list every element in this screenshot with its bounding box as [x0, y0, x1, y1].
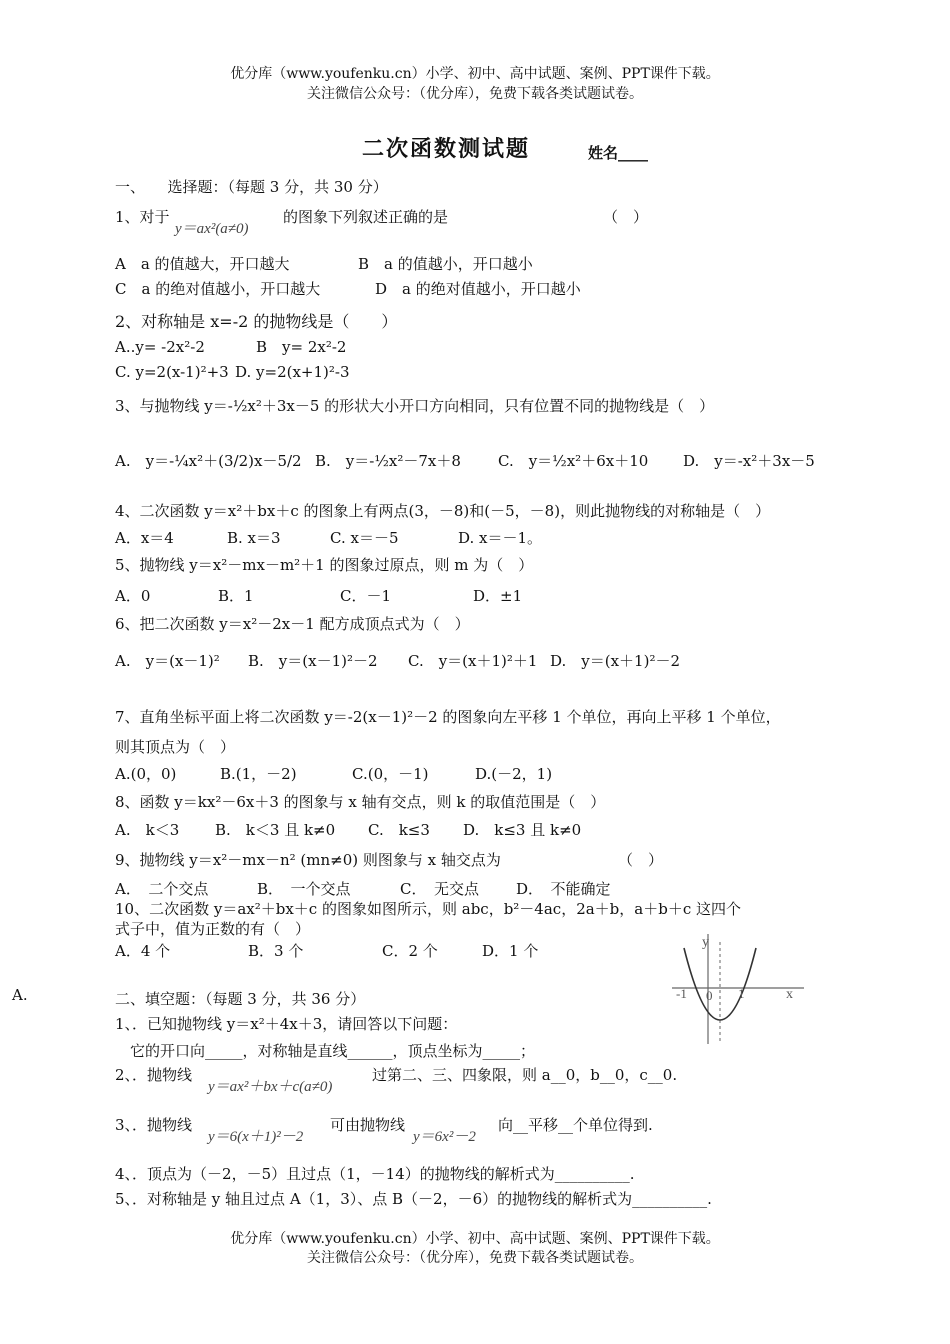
- q3-option-b: B. y＝-½x²－7x＋8: [315, 452, 461, 470]
- q3-stem: 3、与抛物线 y＝-½x²＋3x－5 的形状大小开口方向相同，只有位置不同的抛物线是（ ）: [115, 397, 715, 415]
- q6-option-b: B. y＝(x－1)²－2: [248, 652, 378, 670]
- q8-option-b: B. k＜3 且 k≠0: [215, 821, 336, 839]
- footer-line-2: 关注微信公众号：（优分库），免费下载各类试题试卷。: [307, 1250, 643, 1266]
- fill-q4: 4、．顶点为（－2，－5）且过点（1，－14）的抛物线的解析式为__________.: [115, 1165, 635, 1183]
- q6-option-c: C. y＝(x＋1)²＋1: [408, 652, 538, 670]
- q7-stem: 7、直角坐标平面上将二次函数 y＝-2(x－1)²－2 的图象向左平移 1 个单位，再向上平移 1 个单位，: [115, 708, 781, 726]
- x-axis-label: x: [786, 987, 793, 1002]
- q9-stem: 9、抛物线 y＝x²－mx－n² (mn≠0) 则图象与 x 轴交点为: [115, 851, 501, 869]
- q10-option-c: C．2 个: [382, 942, 438, 960]
- header-line-2: 关注微信公众号：（优分库），免费下载各类试题试卷。: [307, 86, 643, 102]
- q2-stem: 2、对称轴是 x=-2 的抛物线是（ ）: [115, 312, 398, 331]
- q7-option-a: A.(0，0): [115, 765, 177, 783]
- q10-option-a: A．4 个: [115, 942, 171, 960]
- q8-option-d: D. k≤3 且 k≠0: [463, 821, 582, 839]
- q2-option-d: D. y=2(x+1)²-3: [235, 363, 350, 381]
- fill-q3-formula: y＝6(x＋1)²－2: [208, 1129, 304, 1145]
- q7-stem-continued: 则其顶点为（ ）: [115, 738, 236, 756]
- q1-option-a: A a 的值越大，开口越大: [115, 255, 290, 273]
- q8-option-c: C. k≤3: [368, 821, 430, 839]
- q10-stem: 10、二次函数 y＝ax²＋bx＋c 的图象如图所示，则 abc，b²－4ac，2a＋b，a＋b＋c 这四个: [115, 900, 741, 918]
- q7-option-d: D.(－2，1): [475, 765, 553, 783]
- q5-option-b: B．1: [218, 587, 254, 605]
- q6-option-a: A. y＝(x－1)²: [115, 652, 220, 670]
- q10-option-b: B．3 个: [248, 942, 304, 960]
- q8-stem: 8、函数 y＝kx²－6x＋3 的图象与 x 轴有交点，则 k 的取值范围是（ ）: [115, 793, 606, 811]
- q1-option-d: D a 的绝对值越小，开口越小: [375, 280, 581, 298]
- q7-option-c: C.(0，－1): [352, 765, 429, 783]
- q5-stem: 5、抛物线 y＝x²－mx－m²＋1 的图象过原点，则 m 为（ ）: [115, 556, 534, 574]
- q10-option-d: D．1 个: [482, 942, 539, 960]
- q10-parabola-figure: [670, 928, 810, 1046]
- fill-q3-formula-2: y＝6x²－2: [413, 1129, 476, 1145]
- q3-option-c: C. y＝½x²＋6x＋10: [498, 452, 649, 470]
- q10-stem-continued: 式子中，值为正数的有（ ）: [115, 920, 311, 938]
- q9-option-c: C． 无交点: [400, 880, 479, 898]
- fill-q2-label: 2、．抛物线: [115, 1066, 193, 1084]
- page-title: 二次函数测试题: [362, 136, 531, 162]
- q9-option-b: B． 一个交点: [257, 880, 351, 898]
- q6-option-d: D. y＝(x＋1)²－2: [550, 652, 680, 670]
- tick-label-1: 1: [738, 986, 745, 1001]
- q9-option-a: A． 二个交点: [115, 880, 209, 898]
- tick-label-neg1: -1: [676, 986, 687, 1001]
- fill-q2-text: 过第二、三、四象限，则 a__0，b__0，c__0.: [372, 1066, 678, 1084]
- fill-q1: 1、．已知抛物线 y＝x²＋4x＋3，请回答以下问题：: [115, 1015, 458, 1033]
- q3-option-d: D. y＝-x²＋3x－5: [683, 452, 815, 470]
- q2-option-a: A..y= -2x²-2: [115, 338, 205, 356]
- q5-option-d: D．±1: [473, 587, 523, 605]
- q1-answer-paren: （ ）: [603, 208, 649, 226]
- tick-label-0: 0: [706, 988, 713, 1003]
- fill-q3-text: 可由抛物线: [330, 1116, 406, 1134]
- q7-option-b: B.(1，－2): [220, 765, 297, 783]
- section1-heading: 一、 选择题：（每题 3 分，共 30 分）: [115, 178, 388, 196]
- q1-option-c: C a 的绝对值越小，开口越大: [115, 280, 321, 298]
- stray-option-label: A.: [12, 986, 28, 1004]
- q9-answer-paren: （ ）: [618, 851, 664, 869]
- q3-option-a: A. y＝-¼x²＋(3/2)x－5/2: [115, 452, 302, 470]
- name-field-label: 姓名____: [588, 144, 649, 162]
- q8-option-a: A. k＜3: [115, 821, 180, 839]
- q2-option-c: C. y=2(x-1)²+3: [115, 363, 229, 381]
- q1-tail: 的图象下列叙述正确的是: [283, 208, 449, 226]
- fill-q5: 5、．对称轴是 y 轴且过点 A（1，3）、点 B（－2，－6）的抛物线的解析式为__________.: [115, 1190, 712, 1208]
- q9-option-d: D． 不能确定: [516, 880, 611, 898]
- fill-q2-formula: y＝ax²＋bx＋c(a≠0): [208, 1079, 333, 1095]
- q6-stem: 6、把二次函数 y＝x²－2x－1 配方成顶点式为（ ）: [115, 615, 470, 633]
- fill-q3-label: 3、．抛物线: [115, 1116, 193, 1134]
- q2-option-b: B y= 2x²-2: [256, 338, 347, 356]
- fill-q1-continued: 它的开口向_____，对称轴是直线______，顶点坐标为_____；: [130, 1042, 536, 1060]
- q1-option-b: B a 的值越小，开口越小: [358, 255, 533, 273]
- fill-q3-tail: 向__平移__个单位得到.: [498, 1116, 653, 1134]
- footer-line-1: 优分库（www.youfenku.cn）小学、初中、高中试题、案例、PPT课件下载。: [230, 1231, 720, 1247]
- q5-option-c: C．－1: [340, 587, 392, 605]
- header-line-1: 优分库（www.youfenku.cn）小学、初中、高中试题、案例、PPT课件下载。: [230, 66, 720, 82]
- y-axis-label: y: [702, 935, 709, 950]
- q1-stem: 1、对于: [115, 208, 170, 226]
- q1-formula: y＝ax²(a≠0): [175, 221, 249, 237]
- q5-option-a: A．0: [115, 587, 151, 605]
- q4-option-d: D. x＝－1。: [458, 529, 543, 547]
- q4-option-b: B. x＝3: [227, 529, 281, 547]
- q4-option-a: A．x＝4: [115, 529, 174, 547]
- q4-option-c: C. x＝－5: [330, 529, 399, 547]
- section2-heading: 二、填空题：（每题 3 分，共 36 分）: [115, 990, 366, 1008]
- q4-stem: 4、二次函数 y＝x²＋bx＋c 的图象上有两点(3，－8)和(－5，－8)，则此抛物线的对称轴是（ ）: [115, 502, 771, 520]
